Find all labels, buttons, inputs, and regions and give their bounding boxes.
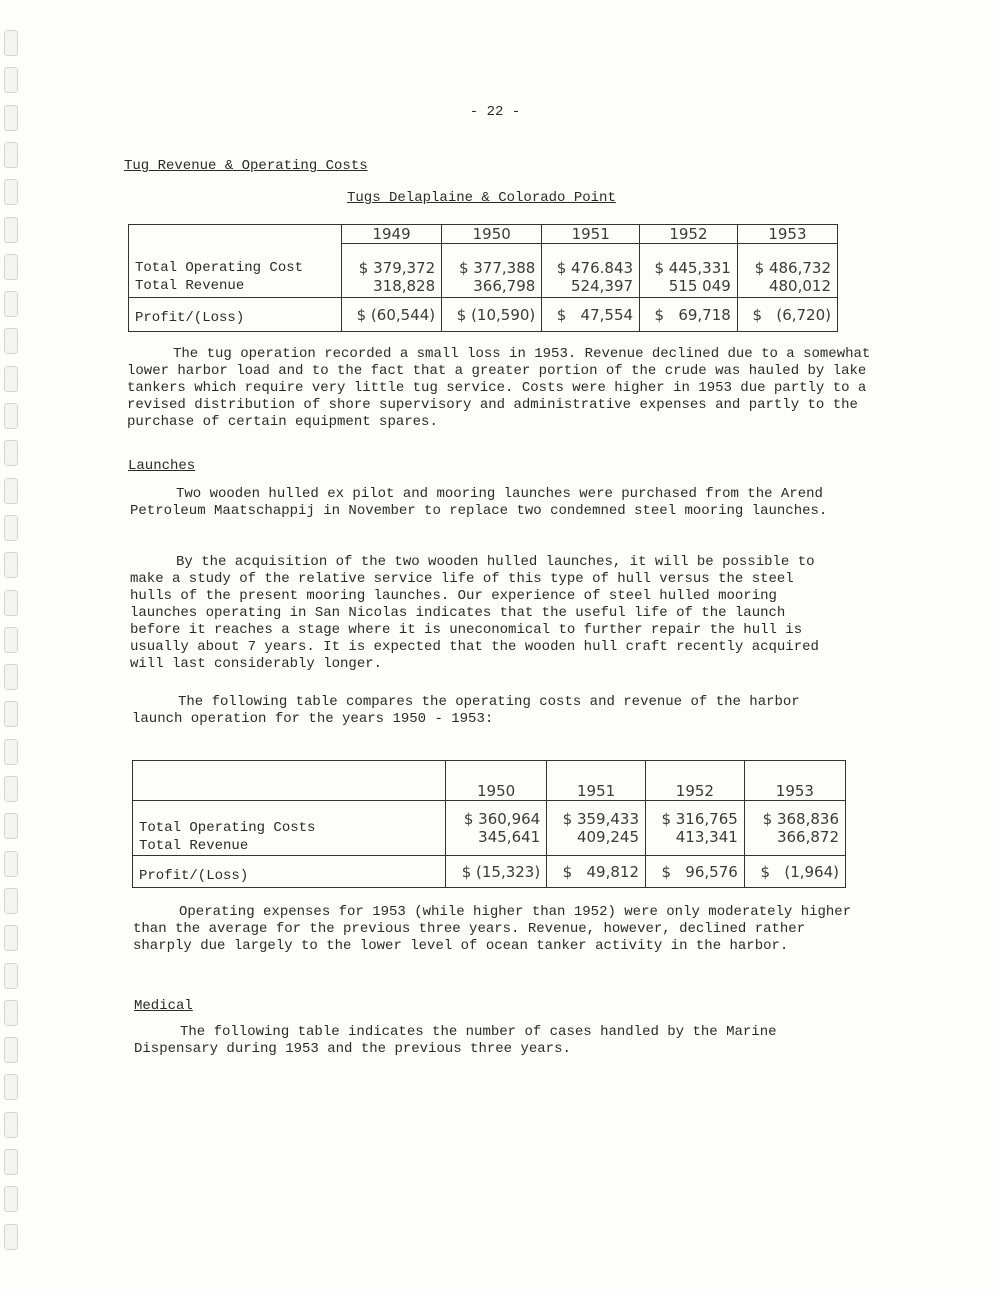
cost-value: $ 316,765 — [661, 810, 738, 828]
profit-value: $ 47,554 — [542, 298, 640, 332]
row-label-revenue: Total Revenue — [139, 838, 249, 854]
cost-value: $ 445,331 — [654, 258, 731, 277]
profit-value: $ 69,718 — [640, 298, 738, 332]
profit-value: $ (60,544) — [342, 298, 442, 332]
table-row — [129, 244, 838, 298]
table-header-row — [133, 761, 846, 801]
tug-table-title: Tugs Delaplaine & Colorado Point — [347, 190, 616, 206]
table-row — [133, 801, 846, 856]
cost-value: $ 368,836 — [762, 810, 839, 828]
year-header: 1951 — [542, 225, 640, 244]
table-row — [129, 298, 838, 332]
medical-section-heading: Medical — [134, 998, 193, 1014]
revenue-value: 366,798 — [473, 276, 536, 295]
year-header: 1951 — [547, 761, 646, 801]
row-label-cost: Total Operating Costs — [139, 820, 316, 836]
profit-value: $ (6,720) — [737, 298, 837, 332]
row-label-profit: Profit/(Loss) — [129, 298, 342, 332]
value-cell — [737, 244, 837, 298]
revenue-value: 524,397 — [571, 276, 634, 295]
cost-value: $ 377,388 — [458, 258, 536, 277]
revenue-value: 318,828 — [373, 276, 436, 295]
table-header-row — [129, 225, 838, 244]
launches-paragraph-1: Two wooden hulled ex pilot and mooring launches were purchased from the Arend Petroleum Maatschappij in November to replace two condemned steel mooring launches. — [130, 486, 828, 519]
table-corner-cell — [133, 761, 446, 801]
year-header: 1953 — [737, 225, 837, 244]
launches-paragraph-2: By the acquisition of the two wooden hulled launches, it will be possible to make a study of the relative service life of this type of hull versus the steel hulls of the present mooring launches. Our experience of steel hulled mooring launches operating in San Nicolas indicates that the useful life of the launch before it reaches a stage where it is uneconomical to further repair the hull is usually about 7 years. It is expected that the wooden hull craft recently acquired will last considerably longer. — [130, 554, 819, 672]
value-cell — [446, 801, 547, 856]
revenue-value: 345,641 — [478, 828, 541, 846]
year-header: 1949 — [342, 225, 442, 244]
year-header: 1952 — [640, 225, 738, 244]
tug-financial-table — [128, 224, 838, 332]
row-labels-cell — [133, 801, 446, 856]
value-cell — [342, 244, 442, 298]
row-labels-cell — [129, 244, 342, 298]
profit-value: $ 49,812 — [547, 856, 646, 888]
medical-paragraph: The following table indicates the number of cases handled by the Marine Dispensary during 1953 and the previous three years. — [134, 1024, 777, 1057]
value-cell — [442, 244, 542, 298]
table-corner-cell — [129, 225, 342, 244]
revenue-value: 480,012 — [768, 276, 831, 295]
table-row — [133, 856, 846, 888]
revenue-value: 515 049 — [668, 276, 731, 295]
cost-value: $ 359,433 — [562, 810, 639, 828]
tug-section-heading: Tug Revenue & Operating Costs — [124, 158, 368, 174]
profit-value: $ (10,590) — [442, 298, 542, 332]
revenue-value: 366,872 — [776, 828, 839, 846]
year-header: 1950 — [446, 761, 547, 801]
row-label-cost: Total Operating Cost — [135, 259, 304, 276]
value-cell — [640, 244, 738, 298]
year-header: 1952 — [646, 761, 745, 801]
launches-paragraph-3: The following table compares the operating costs and revenue of the harbor launch operation for the years 1950 - 1953: — [132, 694, 800, 727]
row-label-profit: Profit/(Loss) — [133, 856, 446, 888]
year-header: 1953 — [744, 761, 845, 801]
tug-paragraph: The tug operation recorded a small loss in 1953. Revenue declined due to a somewhat lower harbor load and to the fact that a greater portion of the crude was hauled by lake tankers which require very little tug service. Costs were higher in 1953 due partly to a revised distribution of shore supervisory and administrative expenses and partly to the purchase of certain equipment spares. — [127, 346, 871, 430]
value-cell — [547, 801, 646, 856]
launches-section-heading: Launches — [128, 458, 196, 474]
profit-value: $ (1,964) — [744, 856, 845, 888]
revenue-value: 409,245 — [576, 828, 639, 846]
profit-value: $ (15,323) — [446, 856, 547, 888]
row-label-revenue: Total Revenue — [135, 277, 245, 294]
cost-value: $ 360,964 — [463, 810, 541, 828]
profit-value: $ 96,576 — [646, 856, 745, 888]
cost-value: $ 379,372 — [358, 258, 436, 277]
cost-value: $ 476.843 — [556, 258, 634, 277]
revenue-value: 413,341 — [675, 828, 738, 846]
launches-paragraph-4: Operating expenses for 1953 (while higher than 1952) were only moderately higher than the average for the previous three years. Revenue, however, declined rather sharply due largely to the lower level of ocean tanker activity in the harbor. — [133, 904, 852, 954]
value-cell — [744, 801, 845, 856]
value-cell — [542, 244, 640, 298]
launch-financial-table — [132, 760, 846, 888]
value-cell — [646, 801, 745, 856]
page-number: - 22 - — [469, 104, 521, 120]
cost-value: $ 486,732 — [754, 258, 831, 277]
year-header: 1950 — [442, 225, 542, 244]
